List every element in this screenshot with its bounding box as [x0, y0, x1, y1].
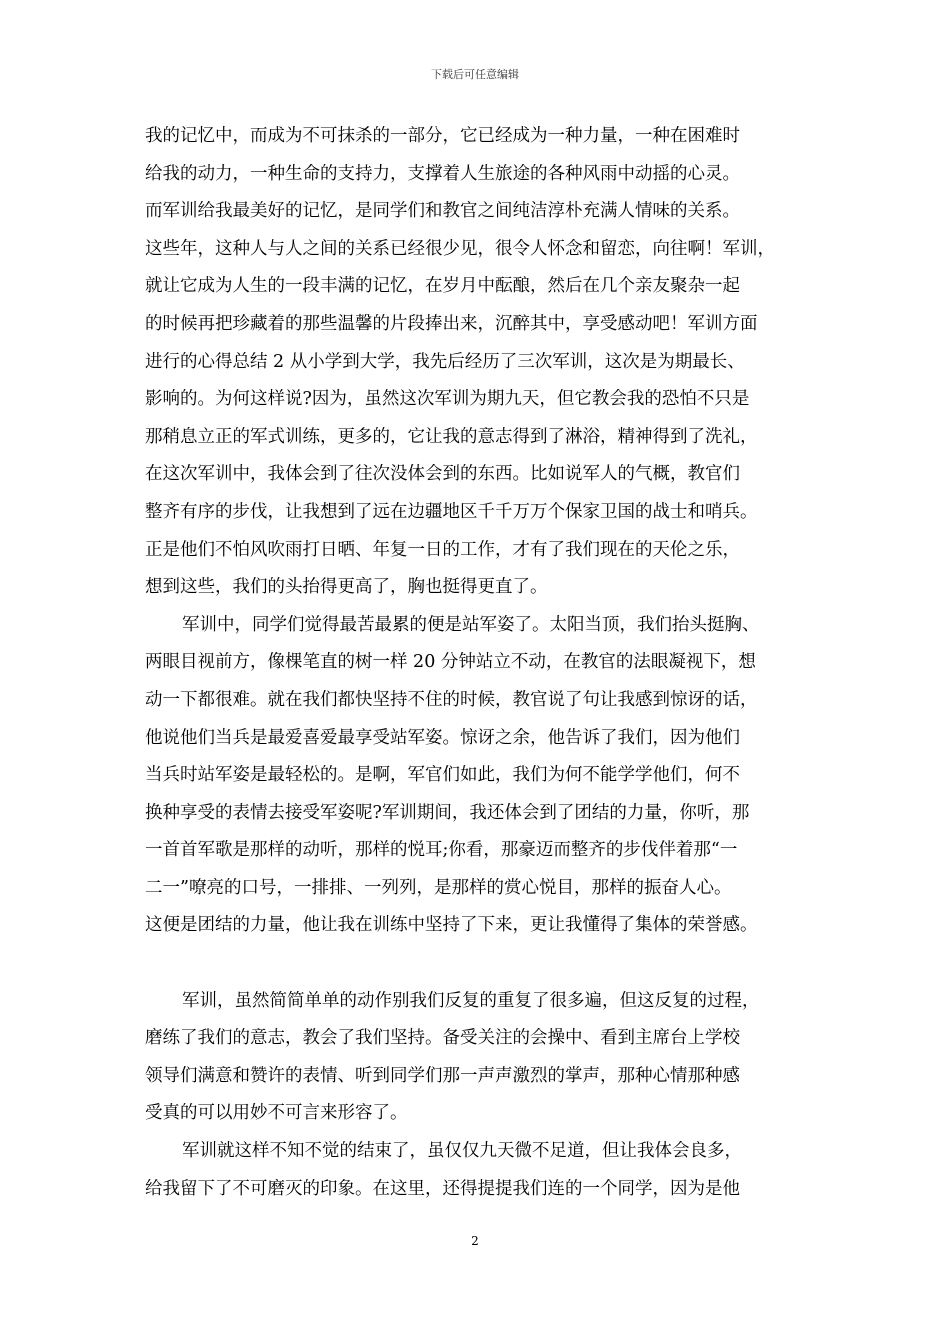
page-number: 2 — [471, 1234, 479, 1248]
text-line: 就让它成为人生的一段丰满的记忆，在岁月中酝酿，然后在几个亲友聚杂一起 — [145, 276, 740, 297]
text-line: 进行的心得总结 2 从小学到大学，我先后经历了三次军训，这次是为期最长、 — [145, 351, 745, 372]
text-line: 在这次军训中，我体会到了往次没体会到的东西。比如说军人的气概，教官们 — [145, 464, 740, 485]
text-line: 受真的可以用妙不可言来形容了。 — [145, 1103, 408, 1124]
text-line: 这些年，这种人与人之间的关系已经很少见，很令人怀念和留恋，向往啊！军训， — [145, 238, 775, 259]
text-line: 那稍息立正的军式训练，更多的，它让我的意志得到了淋浴，精神得到了洗礼， — [145, 426, 758, 447]
paragraph — [145, 118, 805, 607]
text-line: 给我留下了不可磨灭的印象。在这里，还得提提我们连的一个同学，因为是他 — [145, 1178, 740, 1199]
text-line: 磨练了我们的意志，教会了我们坚持。备受关注的会操中、看到主席台上学校 — [145, 1028, 740, 1049]
text-line: 我的记忆中，而成为不可抹杀的一部分，它已经成为一种力量，一种在困难时 — [145, 126, 740, 146]
page-header: 下载后可任意编辑 — [431, 68, 519, 81]
text-line: 一首首军歌是那样的动听，那样的悦耳;你看，那豪迈而整齐的步伐伴着那“一 — [145, 840, 738, 861]
paragraph — [145, 607, 805, 945]
text-line: 军训，虽然简简单单的动作别我们反复的重复了很多遍，但这反复的过程， — [182, 990, 760, 1011]
document-body — [145, 118, 805, 1208]
text-line: 的时候再把珍藏着的那些温馨的片段捧出来，沉醉其中，享受感动吧！军训方面 — [145, 313, 758, 334]
paragraph — [145, 983, 805, 1133]
text-line: 整齐有序的步伐，让我想到了远在边疆地区千千万万个保家卫国的战士和哨兵。 — [145, 501, 758, 522]
paragraph-gap — [145, 945, 805, 983]
text-line: 动一下都很难。就在我们都快坚持不住的时候，教官说了句让我感到惊讶的话， — [145, 689, 758, 710]
text-line: 想到这些，我们的头抬得更高了，胸也挺得更直了。 — [145, 577, 548, 598]
text-line: 军训中，同学们觉得最苦最累的便是站军姿了。太阳当顶，我们抬头挺胸、 — [182, 614, 760, 635]
text-line: 军训就这样不知不觉的结束了，虽仅仅九天微不足道，但让我体会良多， — [182, 1141, 742, 1162]
text-line: 领导们满意和赞许的表情、听到同学们那一声声激烈的掌声，那种心情那种感 — [145, 1065, 740, 1086]
text-line: 当兵时站军姿是最轻松的。是啊，军官们如此，我们为何不能学学他们，何不 — [145, 765, 740, 786]
text-line: 正是他们不怕风吹雨打日晒、年复一日的工作，才有了我们现在的天伦之乐， — [145, 539, 740, 560]
text-line: 二一”嘹亮的口号，一排排、一列列，是那样的赏心悦目，那样的振奋人心。 — [145, 877, 732, 898]
text-line: 两眼目视前方，像棵笔直的树一样 20 分钟站立不动，在教官的法眼凝视下，想 — [145, 652, 756, 673]
text-line: 他说他们当兵是最爱喜爱最享受站军姿。惊讶之余，他告诉了我们，因为他们 — [145, 727, 740, 748]
paragraph — [145, 1133, 805, 1208]
text-line: 影响的。为何这样说?因为，虽然这次军训为期九天，但它教会我的恐怕不只是 — [145, 389, 750, 410]
text-line: 给我的动力，一种生命的支持力，支撑着人生旅途的各种风雨中动摇的心灵。 — [145, 163, 740, 184]
text-line: 而军训给我最美好的记忆，是同学们和教官之间纯洁淳朴充满人情味的关系。 — [145, 201, 740, 222]
text-line: 这便是团结的力量，他让我在训练中坚持了下来，更让我懂得了集体的荣誉感。 — [145, 915, 758, 936]
text-line: 换种享受的表情去接受军姿呢?军训期间，我还体会到了团结的力量，你听，那 — [145, 802, 750, 823]
